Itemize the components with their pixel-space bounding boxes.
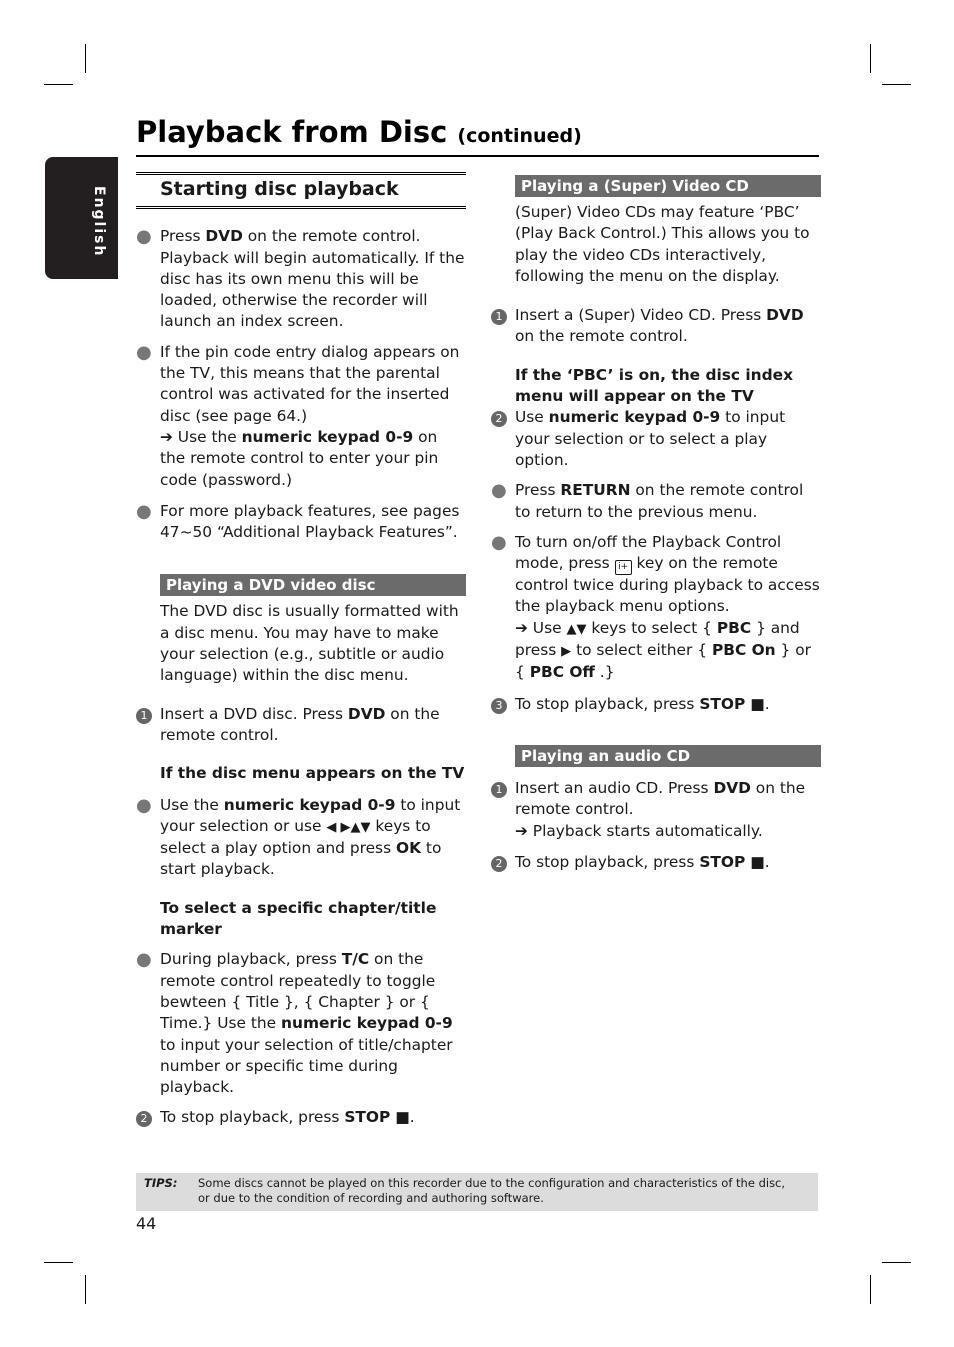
key-label: DVD: [713, 778, 751, 797]
crop-mark: [44, 84, 73, 85]
step-number-icon: 3: [491, 698, 507, 714]
step-number-icon: 1: [491, 782, 507, 798]
key-label: PBC: [716, 618, 752, 637]
text: to start playback.: [160, 839, 442, 879]
key-label: DVD: [347, 704, 386, 723]
condition-heading: If the ‘PBC’ is on, the disc index menu will appear on the TV: [515, 365, 794, 406]
subsection-heading: Playing a DVD video disc: [160, 574, 466, 596]
key-label: numeric keypad 0-9: [241, 427, 414, 446]
step-number-icon: 1: [136, 708, 152, 724]
text: Use the: [160, 795, 224, 814]
stop-square-icon: ■: [750, 852, 765, 871]
text: to input your selection of title/chapter number or specific time during playback.: [160, 1035, 453, 1097]
list-item: [136, 342, 466, 491]
tips-text: Some discs cannot be played on this recorder due to the configuration and characteristics of the disc, or due to the condition of recording and authoring software.: [198, 1176, 786, 1205]
text: To stop playback, press: [515, 694, 700, 713]
bullet-dot-icon: ●: [491, 480, 507, 502]
text: To stop playback, press: [160, 1108, 345, 1127]
text: To turn on/off the Playback Control mode, press: [515, 532, 782, 573]
title-rule: [136, 155, 819, 157]
text: keys to select a play option and press: [160, 816, 431, 858]
step-item: [136, 1107, 466, 1128]
text: on the remote control. Playback will begin automatically. If the disc has its own menu this will be loaded, otherwise the recorder will launch an index screen.: [160, 227, 465, 331]
text: Use: [527, 618, 567, 637]
crop-mark: [85, 44, 86, 73]
text: Insert an audio CD. Press: [515, 778, 714, 797]
key-label: T/C: [341, 950, 370, 969]
text: .: [409, 1108, 415, 1127]
text: Playback starts automatically.: [527, 821, 763, 840]
text: to select either {: [571, 641, 712, 660]
navigation-arrows-icon: ▲▼: [566, 621, 587, 637]
text: .: [764, 852, 770, 871]
step-item: [491, 305, 821, 348]
text: During playback, press: [160, 950, 342, 969]
key-label: PBC On: [711, 641, 776, 660]
key-label: OK: [396, 839, 422, 858]
left-column: [136, 172, 466, 1129]
page-title-suffix: (continued): [457, 125, 582, 147]
info-plus-key-icon: i+: [615, 560, 632, 575]
step-number-icon: 2: [491, 856, 507, 872]
text: keys to select {: [586, 618, 717, 637]
navigation-arrows-icon: ◀ ▶▲▼: [326, 819, 371, 835]
text: For more playback features, see pages 47~50 “Additional Playback Features”.: [160, 501, 460, 542]
condition-heading: If the disc menu appears on the TV: [160, 764, 465, 783]
key-label: STOP: [699, 694, 746, 713]
key-label: numeric keypad 0-9: [223, 795, 396, 814]
key-label: RETURN: [560, 481, 631, 500]
crop-mark: [44, 1262, 73, 1263]
arrow-right-icon: ➔: [515, 821, 528, 840]
right-column: [491, 175, 821, 873]
step-item: [491, 407, 821, 471]
crop-mark: [882, 84, 911, 85]
text: } or {: [515, 641, 811, 682]
step-item: [491, 694, 821, 715]
tips-label: TIPS:: [144, 1176, 178, 1190]
page-number: 44: [136, 1214, 157, 1233]
text: key on the remote control twice during playback to access the playback menu options.: [515, 554, 820, 616]
key-label: numeric keypad 0-9: [281, 1014, 453, 1033]
text: Press: [515, 481, 561, 500]
text: .: [764, 694, 770, 713]
text: on the remote control to enter your pin code (password.): [160, 427, 439, 489]
intro-text: (Super) Video CDs may feature ‘PBC’ (Play Back Control.) This allows you to play the video CDs interactively, following the menu on the display.: [515, 203, 810, 285]
bullet-dot-icon: ●: [491, 531, 507, 553]
crop-mark: [870, 44, 871, 73]
list-item: [491, 480, 821, 523]
play-arrow-icon: ▶: [561, 644, 572, 660]
list-item: [491, 532, 821, 684]
text: on the remote control.: [515, 778, 806, 819]
step-item: [491, 852, 821, 873]
arrow-right-icon: ➔: [160, 427, 173, 446]
arrow-right-icon: ➔: [515, 618, 528, 637]
key-label: DVD: [766, 306, 804, 325]
step-item: [136, 704, 466, 747]
text: to input your selection or use: [160, 795, 461, 835]
bullet-dot-icon: ●: [136, 226, 152, 248]
text: on the remote control.: [515, 327, 688, 346]
key-label: DVD: [205, 227, 243, 246]
page-title-text: Playback from Disc: [136, 115, 448, 149]
condition-heading: To select a specific chapter/title marker: [160, 898, 437, 939]
stop-square-icon: ■: [395, 1108, 410, 1127]
bullet-dot-icon: ●: [136, 794, 152, 816]
crop-mark: [882, 1262, 911, 1263]
bullet-dot-icon: ●: [136, 500, 152, 522]
key-label: numeric keypad 0-9: [548, 408, 721, 427]
text: Use: [515, 408, 549, 427]
text: If the pin code entry dialog appears on the TV, this means that the parental control was activated for the inserted disc (see page 64.): [160, 342, 460, 425]
language-tab-label: English: [91, 186, 107, 258]
text: } and press: [515, 618, 800, 660]
step-number-icon: 2: [491, 411, 507, 427]
intro-text: The DVD disc is usually formatted with a disc menu. You may have to make your selection (e.g., subtitle or audio language) within the disc menu.: [160, 602, 459, 685]
key-label: STOP: [344, 1108, 391, 1127]
key-label: STOP: [699, 852, 746, 871]
text: to input your selection or to select a play option.: [515, 408, 786, 469]
subsection-heading: Playing an audio CD: [515, 745, 821, 767]
list-item: [136, 501, 466, 544]
list-item: [136, 949, 466, 1098]
step-number-icon: 2: [136, 1111, 152, 1127]
text: Insert a (Super) Video CD. Press: [515, 306, 767, 325]
text: Press: [160, 227, 206, 246]
text: Use the: [172, 427, 242, 446]
language-tab: [45, 157, 118, 279]
text: To stop playback, press: [515, 852, 700, 871]
text: on the remote control repeatedly to toggle bewteen { Title }, { Chapter } or { Time.} Use the: [160, 950, 436, 1033]
bullet-dot-icon: ●: [136, 949, 152, 971]
list-item: [136, 226, 466, 332]
crop-mark: [870, 1275, 871, 1304]
key-label: PBC Off: [529, 663, 595, 682]
subsection-heading: Playing a (Super) Video CD: [515, 175, 821, 197]
text: Insert a DVD disc. Press: [160, 704, 348, 723]
crop-mark: [85, 1275, 86, 1304]
page-title: [136, 115, 582, 149]
step-item: [491, 778, 821, 842]
bullet-dot-icon: ●: [136, 341, 152, 363]
text: .}: [594, 663, 615, 682]
tips-box: [136, 1173, 818, 1211]
list-item: [136, 795, 466, 881]
step-number-icon: 1: [491, 309, 507, 325]
section-heading: Starting disc playback: [136, 172, 466, 209]
text: on the remote control to return to the previous menu.: [515, 481, 804, 521]
stop-square-icon: ■: [750, 694, 765, 713]
text: on the remote control.: [160, 704, 440, 744]
